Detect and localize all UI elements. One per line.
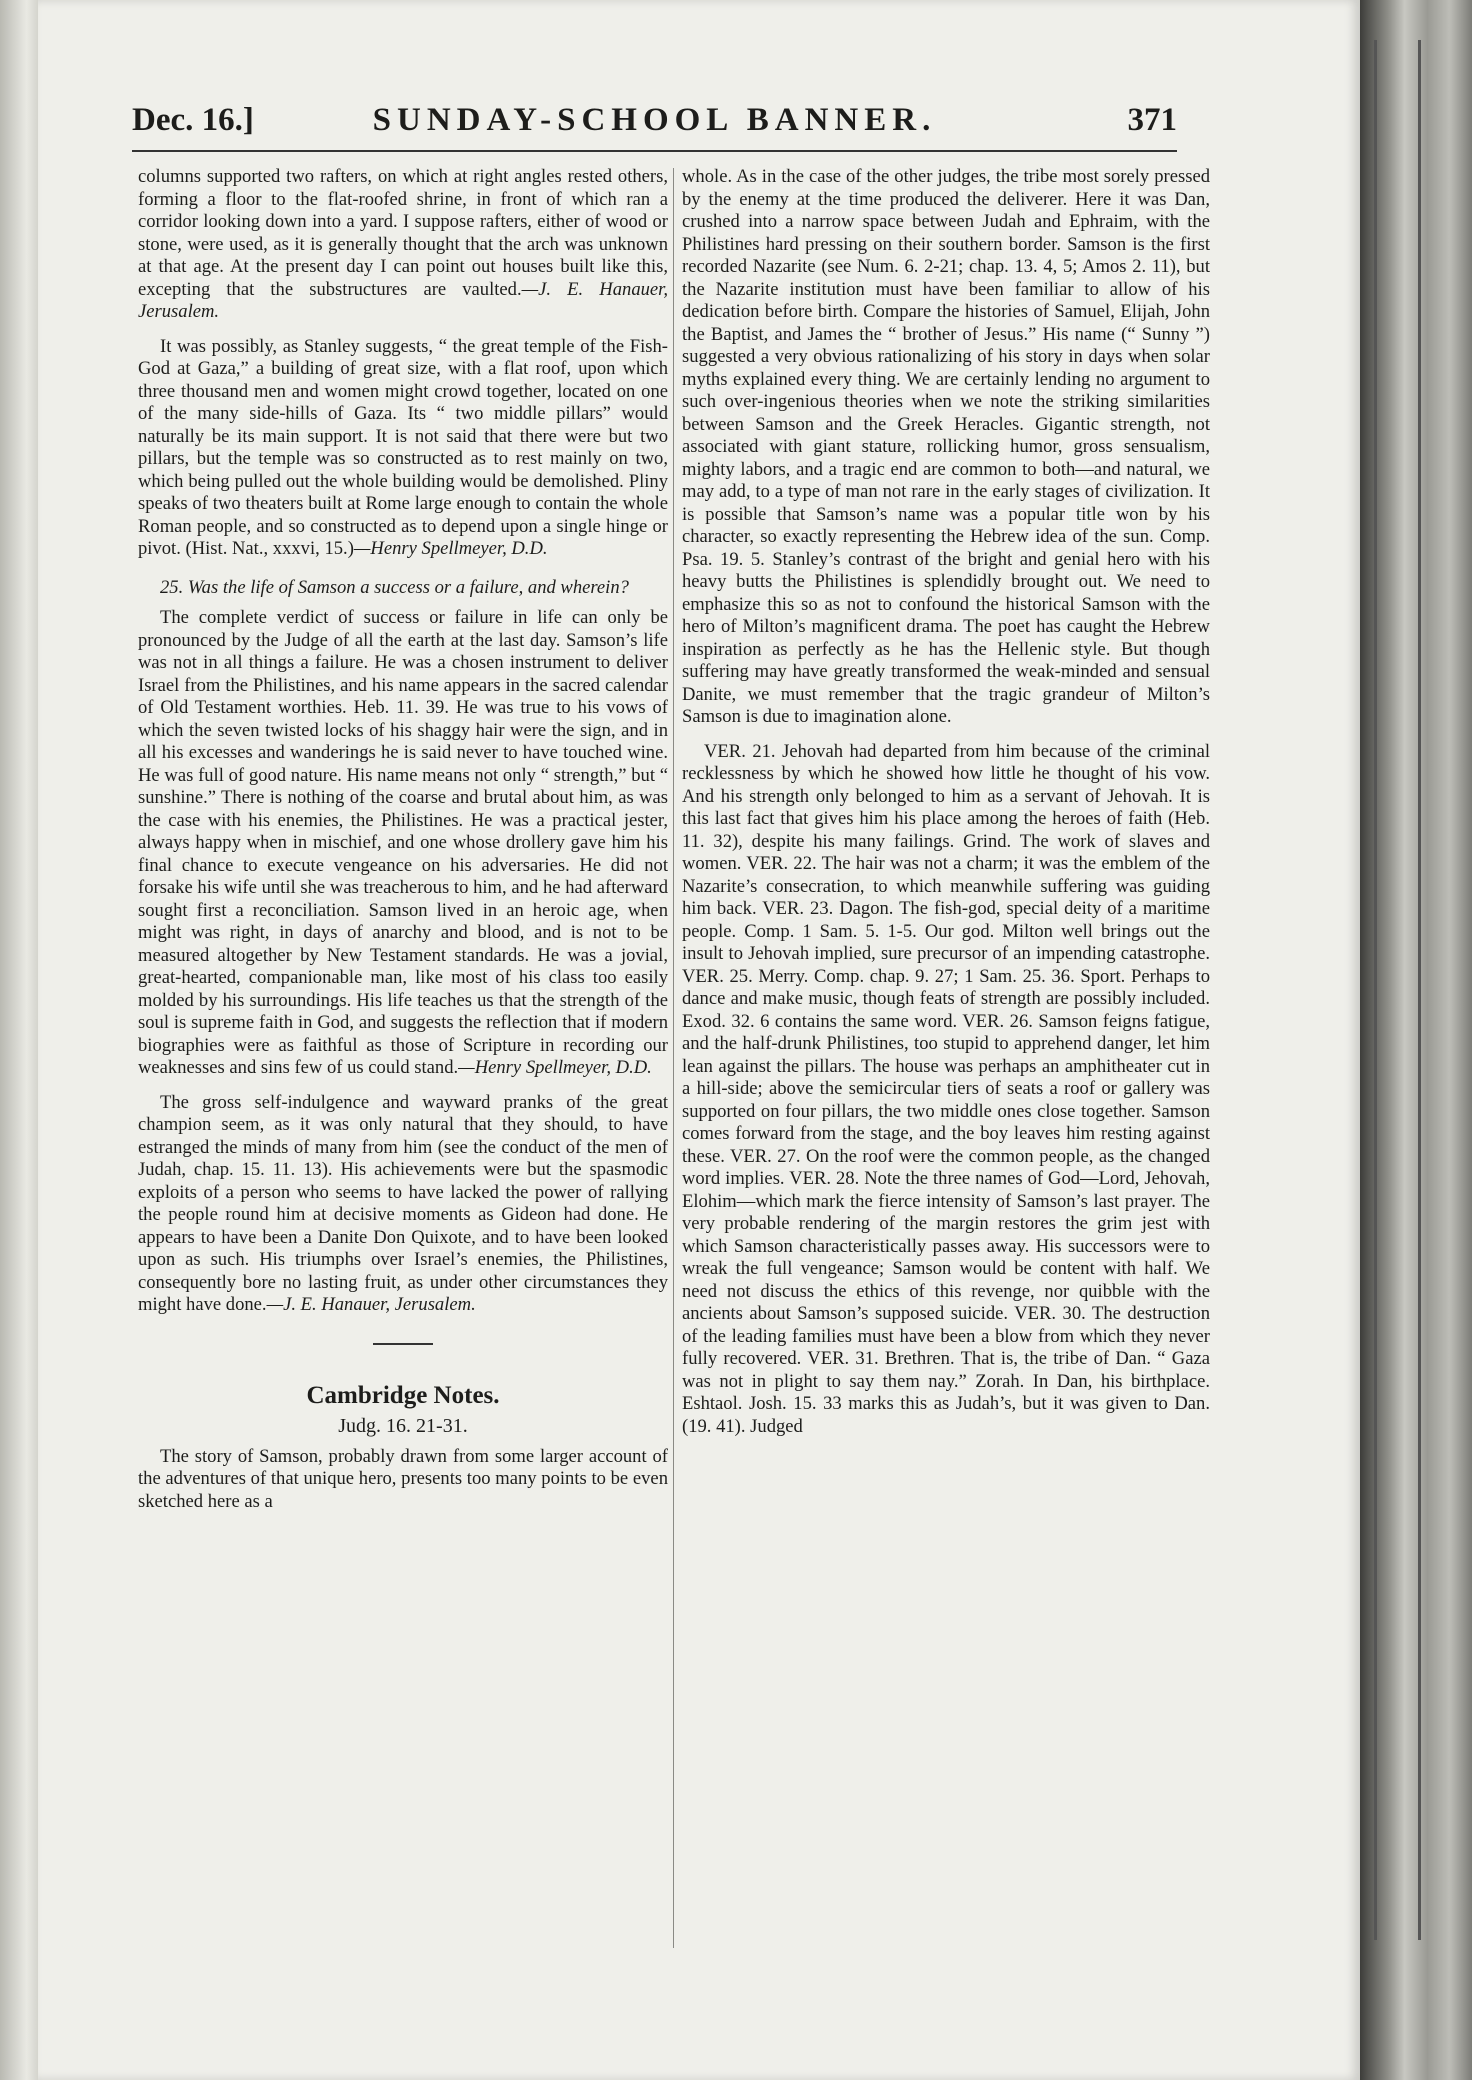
signature: —Henry Spellmeyer, D.D. [353,538,548,559]
section-title: Cambridge Notes. [306,1381,500,1409]
paragraph: VER. 21. Jehovah had departed from him because of the criminal recklessness by which he showed how little he thought of his vow. And his strength only belonged to him as a servant of Jehovah. It is this last fact that gives him his place among the heroes of faith (Heb. 11. 32), despite his many failings. Grind. The work of slaves and women. VER. 22. The hair was not a charm; it was the emblem of the Nazarite’s consecration, to which meanwhile suffering was guiding him back. VER. 23. Dagon. The fish-god, special deity of a maritime people. Comp. 1 Sam. 5. 1-5. Our god. Milton well brings out the insult to Jehovah implied, sure precursor of an impending catastrophe. VER. 25. Merry. Comp. chap. 9. 27; 1 Sam. 25. 36. Sport. Perhaps to dance and make music, though feats of strength are possibly included. Exod. 32. 6 contains the same word. VER. 26. Samson feigns fatigue, and the half-drunk Philistines, too stupid to apprehend danger, let him lean against the pillars. The house was perhaps an amphitheater cut in a hill-side; above the semicircular tiers of seats a roof or gallery was supported on four pillars, the two middle ones close together. Samson comes forward from the stage, and the boy leaves him resting against these. VER. 27. On the roof were the common people, as the changed word implies. VER. 28. Note the three names of God—Lord, Jehovah, Elohim—which mark the fierce intensity of Samson’s last prayer. The very probable rendering of the margin restores the grim jest with which Samson characteristically passes away. His successors were to wreak the full vengeance; Samson would be content with half. We need not discuss the ethics of this revenge, nor quibble with the ancients about Samson’s supposed suicide. VER. 30. The destruction of the leading families must have been a blow from which they never fully recovered. VER. 31. Brethren. That is, the tribe of Dan. “ Gaza was not in plight to say them nay.” Zorah. In Dan, his birthplace. Eshtaol. Josh. 15. 33 marks this as Judah’s, but it was given to Dan. (19. 41). Judged [682,740,1210,1437]
paragraph-text: It was possibly, as Stanley suggests, “ the great temple of the Fish-God at Gaza,” a building of great size, with a flat roof, upon which three thousand men and women might crowd together, located on one of the many side-hills of Gaza. Its “ two middle pillars” would naturally be its main support. It is not said that there were but two pillars, but the temple was so constructed as to rest mainly on two, which being pulled out the whole building would be demolished. Pliny speaks of two theaters built at Rome large enough to contain the whole Roman people, and so constructed as to depend upon a single hinge or pivot. (Hist. Nat., xxxvi, 15.) [138,335,668,559]
right-column [682,166,1210,1446]
page-number: 371 [1127,102,1177,138]
header-title: SUNDAY-SCHOOL BANNER. [372,102,937,138]
signature: —J. E. Hanauer, Jerusalem. [266,1294,476,1315]
spine-line [1374,40,1377,1940]
running-head [132,100,1177,152]
header-date: Dec. 16.] [132,102,254,138]
spine-line [1418,40,1421,1940]
paragraph [138,166,668,324]
left-page-edge [0,0,38,2080]
paragraph-text: The complete verdict of success or failure in life can only be pronounced by the Judge of all the earth at the last day. Samson’s life was not in all things a failure. He was a chosen instrument to deliver Israel from the Philistines, and his name appears in the sacred calendar of Old Testament worthies. Heb. 11. 39. He was true to his vows of which the seven twisted locks of his shaggy hair were the sign, and in all his excesses and wanderings he is said never to have touched wine. He was full of good nature. His name means not only “ strength,” but “ sunshine.” There is nothing of the coarse and brutal about him, as was the case with his enemies, the Philistines. He was a practical jester, always happy when in mischief, and one whose drollery gave him his final chance to execute vengeance on his adversaries. He did not forsake his wife until she was treacherous to him, and he had afterward sought first a reconciliation. Samson lived in an heroic age, when might was right, in days of anarchy and blood, and is not to be measured altogether by New Testament standards. He was a jovial, great-hearted, companionable man, like most of his class too easily molded by his surroundings. His life teaches us that the strength of the soul is supreme faith in God, and suggests the reflection that if modern biographies were as faithful as those of Scripture in recording our weaknesses and sins few of us could stand. [138,607,668,1078]
left-column [138,166,668,1521]
paragraph-text: The gross self-indulgence and wayward pranks of the great champion seem, as it was only natural that they should, to have estranged the minds of many from him (see the conduct of the men of Judah, chap. 15. 11. 13). His achievements were but the spasmodic exploits of a person who seems to have lacked the power of rallying the people round him at decisive moments as Gideon had done. He appears to have been a Danite Don Quixote, and to have been looked upon as such. His triumphs over Israel’s enemies, the Philistines, consequently bore no lasting fruit, as under other circumstances they might have done. [138,1091,668,1315]
paragraph-text: columns supported two rafters, on which at right angles rested others, forming a floor to the flat-roofed shrine, in front of which ran a corridor looking down into a yard. I suppose rafters, either of wood or stone, were used, as it is generally thought that the arch was unknown at that age. At the present day I can point out houses built like this, excepting that the substructures are vaulted. [138,166,668,300]
paragraph [138,607,668,1080]
section-subtitle: Judg. 16. 21-31. [338,1415,468,1437]
paragraph: whole. As in the case of the other judges, the tribe most sorely pressed by the enemy at the time produced the deliverer. Here it was Dan, crushed into a narrow space between Judah and Ephraim, with the Philistines hard pressing on their southern border. Samson is the first recorded Nazarite (see Num. 6. 2-21; chap. 13. 4, 5; Amos 2. 11), but the Nazarite institution must have been familiar to allow of his dedication before birth. Compare the histories of Samuel, Elijah, John the Baptist, and James the “ brother of Jesus.” His name (“ Sunny ”) suggested a very obvious rationalizing of his story in days when solar myths explained every thing. We are certainly lending no argument to such over-ingenious theories when we note the striking similarities between Samson and the Greek Heracles. Gigantic strength, not associated with giant stature, rollicking humor, gross sensualism, mighty labors, and a tragic end are common to both—and natural, we may add, to a type of man not rare in the early stages of civilization. It is possible that Samson’s name was a popular title won by his character, so exactly representing the Hebrew idea of the sun. Comp. Psa. 19. 5. Stanley’s contrast of the bright and genial hero with his heavy butts the Philistines is splendidly brought out. We need to emphasize this so as not to confound the historical Samson with the hero of Milton’s magnificent drama. The poet has caught the Hebrew inspiration as perfectly as he has the Hellenic style. But though suffering may have greatly transformed the weak-minded and sensual Danite, we must remember that the tragic grandeur of Milton’s Samson is due to imagination alone. [682,166,1210,727]
question-heading: 25. Was the life of Samson a success or a failure, and wherein? [160,576,629,598]
signature: —Henry Spellmeyer, D.D. [458,1057,652,1078]
section-rule [373,1343,433,1345]
column-divider [673,168,674,1948]
paragraph [138,336,668,561]
paragraph [138,1092,668,1317]
book-spine [1360,0,1472,2080]
paragraph: The story of Samson, probably drawn from some larger account of the adventures of that unique hero, presents too many points to be even sketched here as a [138,1445,668,1512]
signature: —J. E. Hanauer, Jerusalem. [138,278,668,322]
